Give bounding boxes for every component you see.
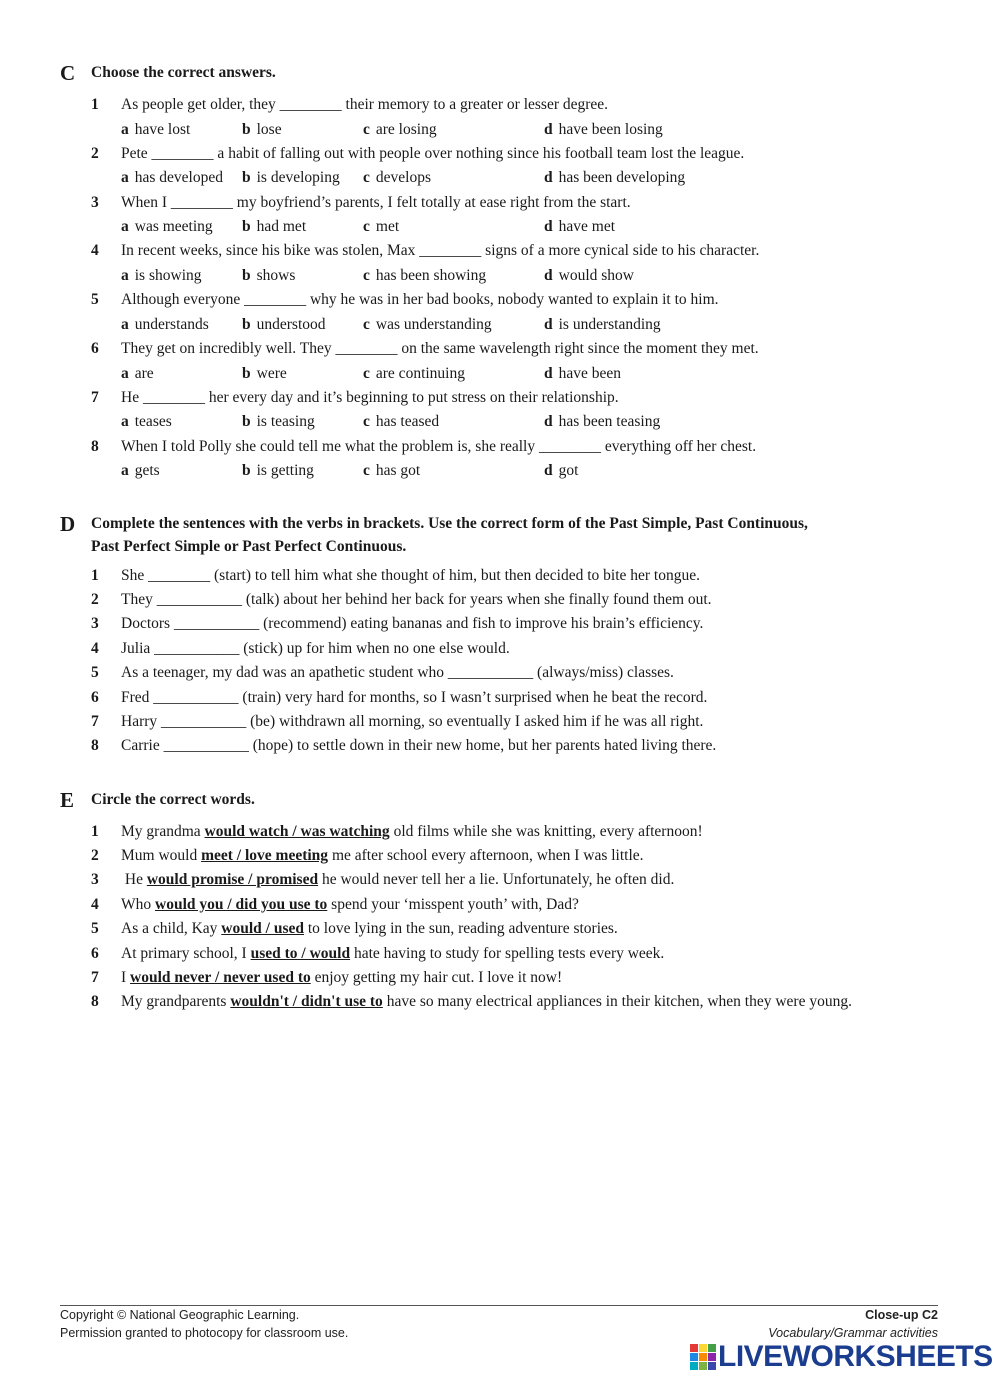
- option-letter: d: [544, 120, 553, 138]
- option-text: were: [256, 364, 287, 382]
- logo-square: [708, 1344, 716, 1352]
- sentence-number: 4: [91, 639, 99, 657]
- option-letter: d: [544, 315, 553, 333]
- sentence-before: He: [121, 871, 147, 889]
- option-d[interactable]: [544, 264, 634, 288]
- option-letter: b: [242, 413, 251, 431]
- option-text: was understanding: [375, 315, 492, 333]
- section-d-title-line1: Complete the sentences with the verbs in brackets. Use the correct form of the Past Simple, Past Continuous,: [91, 515, 808, 532]
- sentence-text: Doctors ___________ (recommend) eating bananas and fish to improve his brain’s efficiency.: [121, 615, 704, 633]
- logo-square: [708, 1353, 716, 1361]
- option-a[interactable]: [121, 215, 213, 239]
- option-text: is teasing: [256, 413, 315, 431]
- sentence-text: [121, 990, 852, 1014]
- question-text: They get on incredibly well. They ________ on the same wavelength right since the moment they met.: [121, 340, 759, 357]
- question-text: When I told Polly she could tell me what the problem is, she really ________ everything off her chest.: [121, 437, 757, 455]
- option-d[interactable]: [544, 313, 661, 337]
- section-d-title-line2: Past Perfect Simple or Past Perfect Continuous.: [91, 538, 407, 555]
- option-c[interactable]: [363, 215, 399, 239]
- section-c-title: Choose the correct answers.: [91, 64, 276, 81]
- option-letter: a: [121, 364, 129, 382]
- footer-permission: Permission granted to photocopy for classroom use.: [60, 1326, 349, 1340]
- question-number: 3: [91, 193, 99, 211]
- sentence-number: 5: [91, 920, 99, 938]
- sentence-text: [121, 844, 644, 868]
- footer-copyright: Copyright © National Geographic Learning.: [60, 1308, 300, 1322]
- option-text: are losing: [375, 120, 437, 138]
- option-b[interactable]: [242, 264, 295, 288]
- sentence-before: At primary school, I: [121, 944, 251, 962]
- option-text: are continuing: [375, 364, 465, 382]
- option-letter: a: [121, 462, 129, 480]
- option-text: has been developing: [558, 169, 686, 187]
- sentence-text: She ________ (start) to tell him what she thought of him, but then decided to bite her tongue.: [121, 566, 700, 584]
- option-text: gets: [134, 462, 160, 480]
- logo-square: [699, 1344, 707, 1352]
- option-letter: b: [242, 120, 251, 138]
- option-text: is getting: [256, 462, 314, 480]
- option-c[interactable]: [363, 459, 420, 483]
- sentence-after: enjoy getting my hair cut. I love it now!: [310, 968, 563, 986]
- option-letter: a: [121, 120, 129, 138]
- option-text: lose: [256, 120, 282, 138]
- sentence-number: 7: [91, 712, 99, 730]
- sentence-text: They ___________ (talk) about her behind her back for years when she finally found them out.: [121, 590, 712, 608]
- sentence-number: 3: [91, 871, 99, 889]
- question-text: Pete ________ a habit of falling out with people over nothing since his football team lost the league.: [121, 144, 745, 162]
- option-a[interactable]: [121, 118, 190, 142]
- option-a[interactable]: [121, 313, 209, 337]
- liveworksheets-brand[interactable]: [690, 1342, 993, 1372]
- word-choice[interactable]: meet / love meeting: [201, 846, 329, 864]
- question-text: When I ________ my boyfriend’s parents, I felt totally at ease right from the start.: [121, 193, 631, 211]
- question-number: 4: [91, 242, 99, 260]
- option-text: understands: [134, 315, 209, 333]
- option-letter: c: [363, 364, 370, 382]
- question-text: He ________ her every day and it’s beginning to put stress on their relationship.: [121, 388, 619, 406]
- option-a[interactable]: [121, 264, 202, 288]
- option-d[interactable]: [544, 118, 663, 142]
- footer-activity: Vocabulary/Grammar activities: [768, 1326, 938, 1340]
- logo-square: [690, 1353, 698, 1361]
- option-text: are: [134, 364, 154, 382]
- logo-square: [690, 1344, 698, 1352]
- sentence-after: hate having to study for spelling tests every week.: [350, 944, 665, 962]
- option-a[interactable]: [121, 459, 160, 483]
- logo-square: [699, 1353, 707, 1361]
- sentence-before: I: [121, 968, 131, 986]
- sentence-text: As a teenager, my dad was an apathetic student who ___________ (always/miss) classes.: [121, 664, 674, 682]
- option-b[interactable]: [242, 313, 326, 337]
- sentence-before: As a child, Kay: [121, 920, 222, 938]
- option-text: would show: [558, 266, 634, 284]
- option-letter: a: [121, 218, 129, 236]
- sentence-number: 6: [91, 688, 99, 706]
- option-b[interactable]: [242, 166, 340, 190]
- option-letter: b: [242, 315, 251, 333]
- option-letter: b: [242, 266, 251, 284]
- option-letter: c: [363, 218, 370, 236]
- sentence-number: 6: [91, 944, 99, 962]
- option-text: is showing: [134, 266, 202, 284]
- question-number: 8: [91, 437, 99, 455]
- option-a[interactable]: [121, 362, 154, 386]
- sentence-before: Mum would: [121, 846, 202, 864]
- sentence-number: 3: [91, 615, 99, 633]
- option-d[interactable]: [544, 166, 685, 190]
- option-text: had met: [256, 218, 307, 236]
- section-c-letter: C: [60, 61, 76, 85]
- sentence-text: [121, 820, 703, 844]
- footer-divider: [60, 1305, 938, 1306]
- option-c[interactable]: [363, 264, 486, 288]
- word-choice[interactable]: would promise / promised: [146, 871, 319, 889]
- word-choice[interactable]: would watch / was watching: [204, 822, 390, 840]
- sentence-before: Who: [121, 895, 156, 913]
- option-a[interactable]: [121, 166, 223, 190]
- option-a[interactable]: [121, 410, 172, 434]
- logo-square: [708, 1362, 716, 1370]
- sentence-number: 1: [91, 566, 99, 584]
- section-d-letter: D: [60, 512, 76, 536]
- liveworksheets-wordmark: LIVEWORKSHEETS: [718, 1340, 993, 1373]
- option-c[interactable]: [363, 362, 465, 386]
- option-text: have lost: [134, 120, 191, 138]
- sentence-number: 5: [91, 664, 99, 682]
- option-letter: b: [242, 462, 251, 480]
- sentence-number: 8: [91, 737, 99, 755]
- option-letter: c: [363, 169, 370, 187]
- question-text: In recent weeks, since his bike was stolen, Max ________ signs of a more cynical side to his character.: [121, 242, 760, 260]
- sentence-text: Harry ___________ (be) withdrawn all morning, so eventually I asked him if he was all right.: [121, 712, 704, 730]
- sentence-before: My grandparents: [121, 993, 231, 1011]
- option-text: met: [375, 218, 400, 236]
- option-b[interactable]: [242, 410, 315, 434]
- word-choice[interactable]: wouldn't / didn't use to: [230, 993, 383, 1011]
- option-text: have been losing: [558, 120, 663, 138]
- option-letter: d: [544, 364, 553, 382]
- sentence-number: 8: [91, 993, 99, 1011]
- sentence-text: Fred ___________ (train) very hard for months, so I wasn’t surprised when he beat the record.: [121, 688, 708, 706]
- option-text: understood: [256, 315, 326, 333]
- sentence-number: 2: [91, 590, 99, 608]
- question-number: 1: [91, 96, 99, 113]
- sentence-number: 4: [91, 895, 99, 913]
- option-letter: d: [544, 413, 553, 431]
- option-letter: c: [363, 413, 370, 431]
- question-number: 6: [91, 340, 99, 357]
- sentence-after: he would never tell her a lie. Unfortunately, he often did.: [318, 871, 675, 889]
- option-letter: c: [363, 315, 370, 333]
- option-text: has been showing: [375, 266, 487, 284]
- liveworksheets-logo-icon: [690, 1344, 716, 1370]
- option-text: has developed: [134, 169, 223, 187]
- sentence-text: [121, 868, 674, 892]
- question-text: Although everyone ________ why he was in her bad books, nobody wanted to explain it to him.: [121, 291, 719, 309]
- question-number: 2: [91, 144, 99, 162]
- option-letter: d: [544, 462, 553, 480]
- word-choice[interactable]: would never / never used to: [130, 968, 311, 986]
- option-letter: b: [242, 218, 251, 236]
- sentence-text: [121, 917, 618, 941]
- option-text: is developing: [256, 169, 340, 187]
- option-c[interactable]: [363, 313, 492, 337]
- option-text: has teased: [375, 413, 440, 431]
- option-d[interactable]: [544, 215, 615, 239]
- option-text: has got: [375, 462, 421, 480]
- question-text: As people get older, they ________ their memory to a greater or lesser degree.: [121, 96, 609, 113]
- word-choice[interactable]: would / used: [221, 920, 304, 938]
- option-text: is understanding: [558, 315, 661, 333]
- option-text: teases: [134, 413, 172, 431]
- option-letter: c: [363, 462, 370, 480]
- sentence-number: 1: [91, 822, 99, 840]
- option-letter: b: [242, 169, 251, 187]
- sentence-after: me after school every afternoon, when I was little.: [328, 846, 644, 864]
- option-text: shows: [256, 266, 296, 284]
- option-c[interactable]: [363, 118, 437, 142]
- sentence-before: My grandma: [121, 822, 205, 840]
- option-letter: a: [121, 315, 129, 333]
- word-choice[interactable]: used to / would: [250, 944, 351, 962]
- option-text: was meeting: [134, 218, 213, 236]
- sentence-number: 7: [91, 968, 99, 986]
- footer-book-title: Close-up C2: [865, 1308, 938, 1322]
- sentence-text: [121, 942, 664, 966]
- section-e-letter: E: [60, 788, 75, 812]
- option-b[interactable]: [242, 362, 287, 386]
- logo-square: [699, 1362, 707, 1370]
- option-text: got: [558, 462, 579, 480]
- option-c[interactable]: [363, 410, 439, 434]
- sentence-after: have so many electrical appliances in their kitchen, when they were young.: [382, 993, 852, 1011]
- option-d[interactable]: [544, 459, 578, 483]
- sentence-text: Julia ___________ (stick) up for him when no one else would.: [121, 639, 510, 657]
- option-b[interactable]: [242, 215, 306, 239]
- option-letter: c: [363, 120, 370, 138]
- option-d[interactable]: [544, 362, 621, 386]
- option-letter: b: [242, 364, 251, 382]
- option-c[interactable]: [363, 166, 431, 190]
- sentence-after: to love lying in the sun, reading adventure stories.: [304, 920, 618, 938]
- option-text: have met: [558, 218, 616, 236]
- question-number: 5: [91, 291, 99, 309]
- sentence-number: 2: [91, 846, 99, 864]
- option-d[interactable]: [544, 410, 660, 434]
- sentence-text: [121, 893, 579, 917]
- sentence-after: old films while she was knitting, every afternoon!: [389, 822, 703, 840]
- logo-square: [690, 1362, 698, 1370]
- sentence-text: Carrie ___________ (hope) to settle down in their new home, but her parents hated living there.: [121, 737, 717, 755]
- sentence-after: spend your ‘misspent youth’ with, Dad?: [327, 895, 579, 913]
- option-b[interactable]: [242, 118, 282, 142]
- question-number: 7: [91, 388, 99, 406]
- word-choice[interactable]: would you / did you use to: [155, 895, 328, 913]
- option-letter: a: [121, 266, 129, 284]
- option-text: has been teasing: [558, 413, 661, 431]
- option-text: have been: [558, 364, 622, 382]
- sentence-text: [121, 966, 562, 990]
- option-letter: a: [121, 413, 129, 431]
- option-letter: d: [544, 266, 553, 284]
- section-e-title: Circle the correct words.: [91, 791, 255, 808]
- option-letter: d: [544, 169, 553, 187]
- option-letter: d: [544, 218, 553, 236]
- option-text: develops: [375, 169, 431, 187]
- option-letter: c: [363, 266, 370, 284]
- option-letter: a: [121, 169, 129, 187]
- option-b[interactable]: [242, 459, 314, 483]
